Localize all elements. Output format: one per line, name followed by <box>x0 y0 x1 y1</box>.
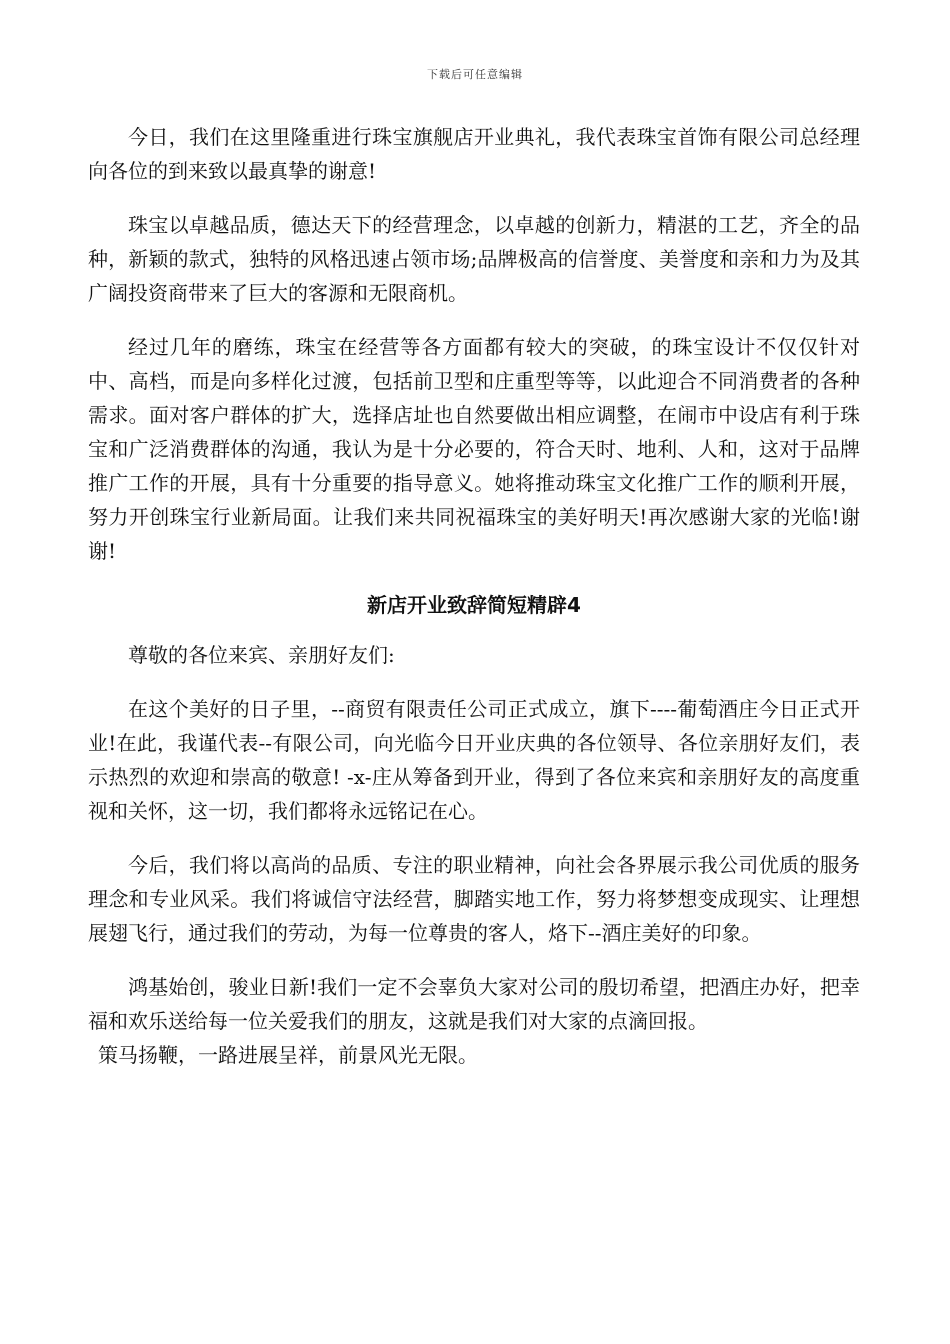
paragraph-future-commitment: 今后，我们将以高尚的品质、专注的职业精神，向社会各界展示我公司优质的服务理念和专业风采。我们将诚信守法经营，脚踏实地工作，努力将梦想变成现实、让理想展翅飞行，通过我们的劳动，为每一位尊贵的客人，烙下--酒庄美好的印象。 <box>88 853 860 945</box>
document-body <box>88 120 860 1072</box>
closing-line: 策马扬鞭，一路进展呈祥，前景风光无限。 <box>98 1043 478 1067</box>
page-header-note: 下载后可任意编辑 <box>427 68 523 81</box>
section-title: 新店开业致辞简短精辟4 <box>367 593 581 617</box>
paragraph-closing-wishes: 鸿基始创，骏业日新!我们一定不会辜负大家对公司的殷切希望，把酒庄办好，把幸福和欢乐送给每一位关爱我们的朋友，这就是我们对大家的点滴回报。 <box>88 975 860 1033</box>
paragraph-development: 经过几年的磨练，珠宝在经营等各方面都有较大的突破，的珠宝设计不仅仅针对中、高档，而是向多样化过渡，包括前卫型和庄重型等等，以此迎合不同消费者的各种需求。面对客户群体的扩大，选择店址也自然要做出相应调整，在闹市中设店有利于珠宝和广泛消费群体的沟通，我认为是十分必要的，符合天时、地利、人和，这对于品牌推广工作的开展，具有十分重要的指导意义。她将推动珠宝文化推广工作的顺利开展，努力开创珠宝行业新局面。让我们来共同祝福珠宝的美好明天!再次感谢大家的光临!谢谢! <box>88 335 860 563</box>
paragraph-opening-thanks: 今日，我们在这里隆重进行珠宝旗舰店开业典礼，我代表珠宝首饰有限公司总经理向各位的到来致以最真挚的谢意! <box>88 125 860 183</box>
paragraph-opening-announcement: 在这个美好的日子里，--商贸有限责任公司正式成立，旗下----葡萄酒庄今日正式开业!在此，我谨代表--有限公司，向光临今日开业庆典的各位领导、各位亲朋好友们，表示热烈的欢迎和崇高的敬意! -x-庄从筹备到开业，得到了各位来宾和亲朋好友的高度重视和关怀，这一切，我们都将永远铭记在心。 <box>88 697 860 823</box>
paragraph-salutation: 尊敬的各位来宾、亲朋好友们: <box>128 643 395 667</box>
paragraph-brand-philosophy: 珠宝以卓越品质，德达天下的经营理念，以卓越的创新力，精湛的工艺，齐全的品种，新颖的款式，独特的风格迅速占领市场;品牌极高的信誉度、美誉度和亲和力为及其广阔投资商带来了巨大的客源和无限商机。 <box>88 213 860 305</box>
